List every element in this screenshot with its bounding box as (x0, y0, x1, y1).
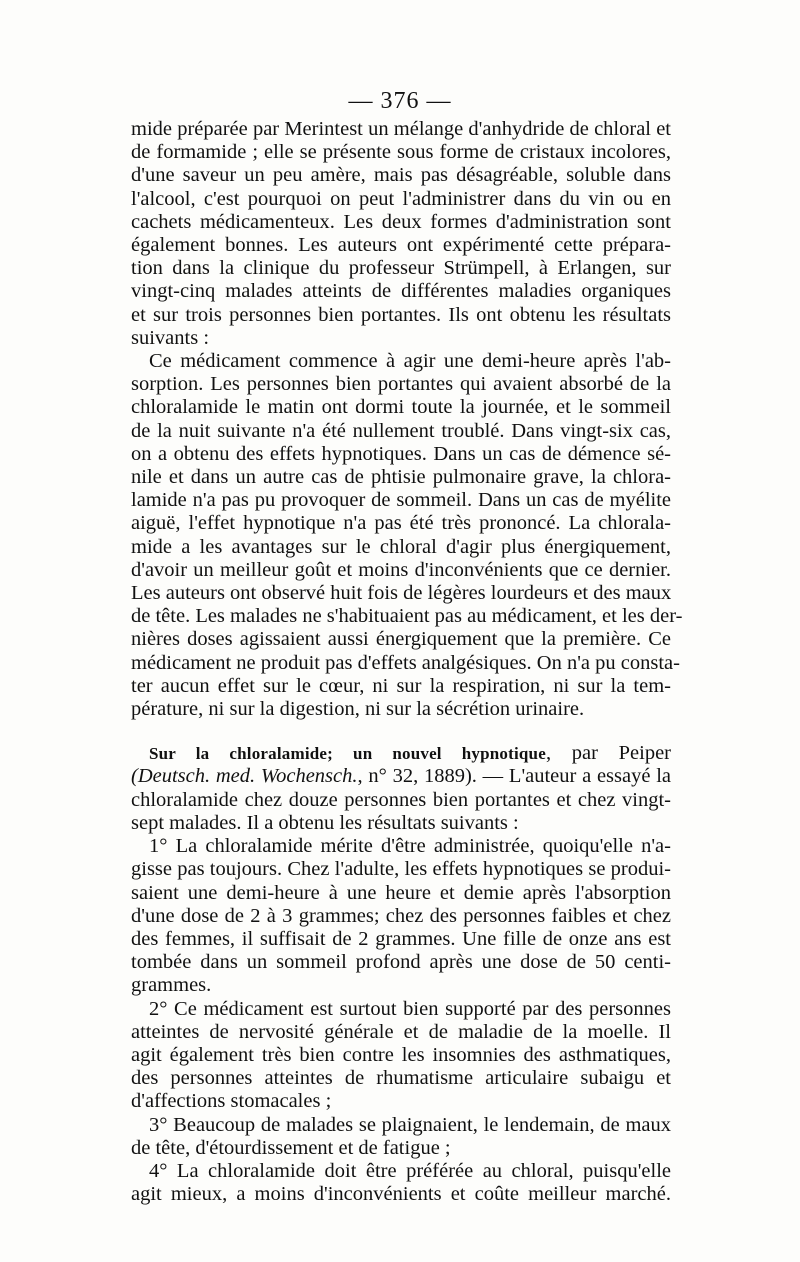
text-line: grammes. (131, 974, 212, 997)
text-line: aiguë, l'effet hypnotique n'a pas été très prononcé. La chlorala- (131, 512, 671, 535)
text-line: de tête. Les malades ne s'habituaient pas au médicament, et les der- (131, 605, 683, 628)
text-line: de la nuit suivante n'a été nullement troublé. Dans vingt-six cas, (131, 419, 671, 442)
text-line: d'avoir un meilleur goût et moins d'inconvénients que ce dernier. (131, 558, 671, 581)
text-line: des femmes, il suffisait de 2 grammes. Une fille de onze ans est (131, 927, 671, 950)
text-line: sorption. Les personnes bien portantes qui avaient absorbé de la (131, 373, 671, 396)
text-line: Ce médicament commence à agir une demi-heure après l'ab- (149, 350, 671, 373)
text-line: mide préparée par Merintest un mélange d'anhydride de chloral et (131, 118, 671, 140)
text-line: 4° La chloralamide doit être préférée au chloral, puisqu'elle (149, 1159, 671, 1182)
text-line: l'alcool, c'est pourquoi on peut l'administrer dans du vin ou en (131, 187, 671, 210)
section-2 (131, 742, 671, 835)
text-line: d'affections stomacales ; (131, 1090, 332, 1113)
text-line: agit également très bien contre les insomnies des asthmatiques, (131, 1043, 671, 1066)
citation-line (131, 765, 671, 788)
text-line: suivants : (131, 326, 210, 349)
text-line: tion dans la clinique du professeur Strümpell, à Erlangen, sur (131, 257, 671, 280)
text-line: on a obtenu des effets hypnotiques. Dans un cas de démence sé- (131, 442, 671, 465)
text-line: nières doses agissaient aussi énergiquement que la première. Ce (131, 628, 671, 651)
text-line: chloralamide chez douze personnes bien portantes et chez vingt- (131, 788, 671, 811)
text-line: Les auteurs ont observé huit fois de légères lourdeurs et des maux (131, 582, 672, 605)
text-line: vingt-cinq malades atteints de différentes maladies organiques (131, 280, 671, 303)
section-title: Sur la chloralamide; un nouvel hypnotique (149, 744, 546, 764)
text-line: sept malades. Il a obtenu les résultats suivants : (131, 811, 519, 834)
text-line: médicament ne produit pas d'effets analgésiques. On n'a pu consta- (131, 651, 680, 674)
text-line: ter aucun effet sur le cœur, ni sur la respiration, ni sur la tem- (131, 674, 671, 697)
citation-journal: (Deutsch. med. Wochensch. (131, 765, 358, 788)
text-line: gisse pas toujours. Chez l'adulte, les effets hypnotiques se produi- (131, 858, 671, 881)
citation-rest: , n° 32, 1889). — L'auteur a essayé la (357, 765, 672, 788)
list-item-3 (131, 1114, 671, 1160)
body-text (131, 118, 683, 1206)
section-title-line (131, 742, 671, 765)
text-line: 2° Ce médicament est surtout bien supporté par des personnes (149, 997, 671, 1020)
text-line: tombée dans un sommeil profond après une dose de 50 centi- (131, 951, 671, 974)
text-line: et sur trois personnes bien portantes. Ils ont obtenu les résultats (131, 303, 671, 326)
list-item-1 (131, 835, 671, 997)
text-line: nile et dans un autre cas de phtisie pulmonaire grave, la chlora- (131, 466, 671, 489)
text-line: agit mieux, a moins d'inconvénients et coûte meilleur marché. (131, 1183, 671, 1206)
text-line: 1° La chloralamide mérite d'être administrée, quoiqu'elle n'a- (149, 835, 671, 858)
section-title-author: , par Peiper (545, 742, 671, 765)
text-line: 3° Beaucoup de malades se plaignaient, le lendemain, de maux (149, 1113, 671, 1136)
paragraph-2 (131, 350, 683, 721)
section-gap (131, 721, 671, 742)
text-line: lamide n'a pas pu provoquer de sommeil. Dans un cas de myélite (131, 489, 671, 512)
text-line: chloralamide le matin ont dormi toute la journée, et le sommeil (131, 396, 671, 419)
list-item-2 (131, 998, 671, 1114)
text-line: atteintes de nervosité générale et de maladie de la moelle. Il (131, 1020, 671, 1043)
text-line: de tête, d'étourdissement et de fatigue ; (131, 1136, 451, 1159)
text-line: d'une saveur un peu amère, mais pas désagréable, soluble dans (131, 164, 671, 187)
text-line: cachets médicamenteux. Les deux formes d'administration sont (131, 210, 671, 233)
text-line: d'une dose de 2 à 3 grammes; chez des personnes faibles et chez (131, 904, 671, 927)
text-line: mide a les avantages sur le chloral d'agir plus énergiquement, (131, 535, 671, 558)
text-line: pérature, ni sur la digestion, ni sur la sécrétion urinaire. (131, 698, 585, 721)
list-item-4 (131, 1160, 671, 1206)
text-line: également bonnes. Les auteurs ont expérimenté cette prépara- (131, 234, 671, 257)
page-number: — 376 — (348, 88, 452, 114)
text-line: saient une demi-heure à une heure et demie après l'absorption (131, 881, 671, 904)
text-line: des personnes atteintes de rhumatisme articulaire subaigu et (131, 1067, 671, 1090)
text-line: de formamide ; elle se présente sous forme de cristaux incolores, (131, 141, 671, 164)
paragraph-1 (131, 118, 671, 350)
